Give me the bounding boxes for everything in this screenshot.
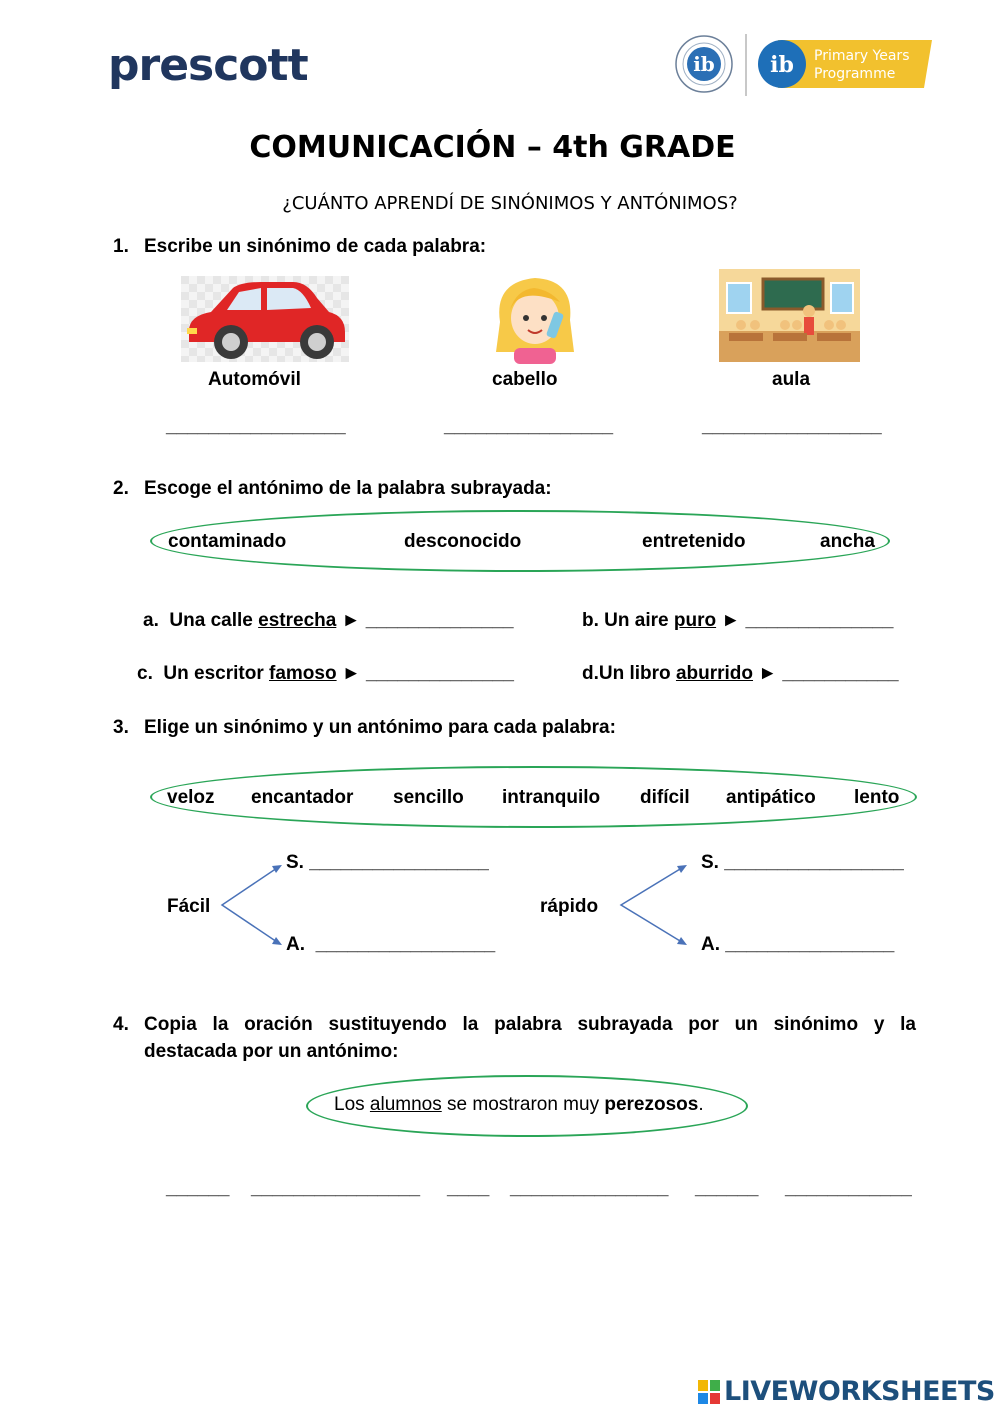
car-image	[181, 276, 349, 362]
logo-divider	[745, 34, 747, 96]
q4-answer-blank[interactable]: ________________	[251, 1178, 421, 1199]
q4-sentence: Los alumnos se mostraron muy perezosos.	[334, 1094, 704, 1115]
question-3: 3. Elige un sinónimo y un antónimo para cada palabra:	[113, 717, 616, 738]
pyp-logo	[756, 36, 936, 92]
q2-answer-blank-d[interactable]: ___________	[782, 663, 899, 684]
q2-option: contaminado	[168, 531, 287, 552]
liveworksheets-blocks-icon	[698, 1380, 720, 1404]
q3-option: veloz	[167, 787, 215, 808]
q1-label-cabello: cabello	[492, 369, 558, 390]
branch-arrows-icon	[617, 860, 693, 950]
q2-option: desconocido	[404, 531, 522, 552]
q3-facil-synonym: S. _________________	[286, 852, 489, 873]
q1-answer-blank-2[interactable]: ________________	[444, 416, 614, 437]
q2-item-d: d.Un libro aburrido ► ___________	[582, 663, 899, 684]
q3-option: lento	[854, 787, 900, 808]
q1-label-automovil: Automóvil	[208, 369, 301, 390]
q2-answer-blank-b[interactable]: ______________	[745, 610, 894, 631]
page-subtitle: ¿CUÁNTO APRENDÍ DE SINÓNIMOS Y ANTÓNIMOS?	[282, 193, 738, 214]
classroom-image	[719, 269, 860, 362]
q2-option: ancha	[820, 531, 875, 552]
q3-word-facil: Fácil	[167, 896, 211, 917]
page-title: COMUNICACIÓN – 4th GRADE	[249, 130, 736, 165]
girl-combing-hair-image	[490, 272, 580, 364]
q4-answer-blank[interactable]: _______________	[510, 1178, 669, 1199]
q3-facil-antonym-blank[interactable]: _________________	[315, 934, 496, 955]
q2-answer-blank-a[interactable]: ______________	[365, 610, 514, 631]
q3-option: encantador	[251, 787, 354, 808]
q2-item-c: c. Un escritor famoso ► ______________	[137, 663, 514, 684]
q3-word-rapido: rápido	[540, 896, 599, 917]
ib-seal-logo	[674, 34, 734, 94]
q4-answer-blank[interactable]: ______	[695, 1178, 759, 1199]
question-4: 4. Copia la oración sustituyendo la palabra subrayada por un sinónimo y la	[113, 1014, 916, 1035]
q3-facil-antonym: A. _________________	[286, 934, 496, 955]
q1-answer-blank-3[interactable]: _________________	[702, 416, 882, 437]
svg-text:ib: ib	[693, 52, 715, 76]
q1-answer-blank-1[interactable]: _________________	[166, 416, 346, 437]
q3-rapido-synonym: S. _________________	[701, 852, 904, 873]
svg-text:ib: ib	[770, 52, 794, 78]
branch-arrows-icon	[218, 860, 288, 950]
q3-option: difícil	[640, 787, 690, 808]
q3-rapido-synonym-blank[interactable]: _________________	[724, 852, 904, 873]
q3-option: intranquilo	[502, 787, 601, 808]
q2-answer-blank-c[interactable]: ______________	[365, 663, 514, 684]
q4-answer-blank[interactable]: ____	[447, 1178, 490, 1199]
question-4-line2: destacada por un antónimo:	[144, 1041, 399, 1062]
svg-text:Primary Years: Primary Years	[814, 48, 910, 64]
liveworksheets-logo: LIVEWORKSHEETS	[724, 1376, 995, 1407]
q3-rapido-antonym-blank[interactable]: ________________	[725, 934, 895, 955]
q2-item-b: b. Un aire puro ► ______________	[582, 610, 894, 631]
question-1: 1. Escribe un sinónimo de cada palabra:	[113, 236, 487, 257]
prescott-logo: prescott	[108, 40, 308, 91]
q1-label-aula: aula	[772, 369, 811, 390]
q2-option: entretenido	[642, 531, 746, 552]
q3-rapido-antonym: A. ________________	[701, 934, 895, 955]
q2-item-a: a. Una calle estrecha ► ______________	[143, 610, 514, 631]
svg-text:Programme: Programme	[814, 66, 896, 82]
q4-answer-blank[interactable]: ____________	[785, 1178, 912, 1199]
q3-option: sencillo	[393, 787, 464, 808]
q3-option: antipático	[726, 787, 816, 808]
q4-answer-blank[interactable]: ______	[166, 1178, 230, 1199]
question-2: 2. Escoge el antónimo de la palabra subrayada:	[113, 478, 552, 499]
q3-facil-synonym-blank[interactable]: _________________	[309, 852, 489, 873]
